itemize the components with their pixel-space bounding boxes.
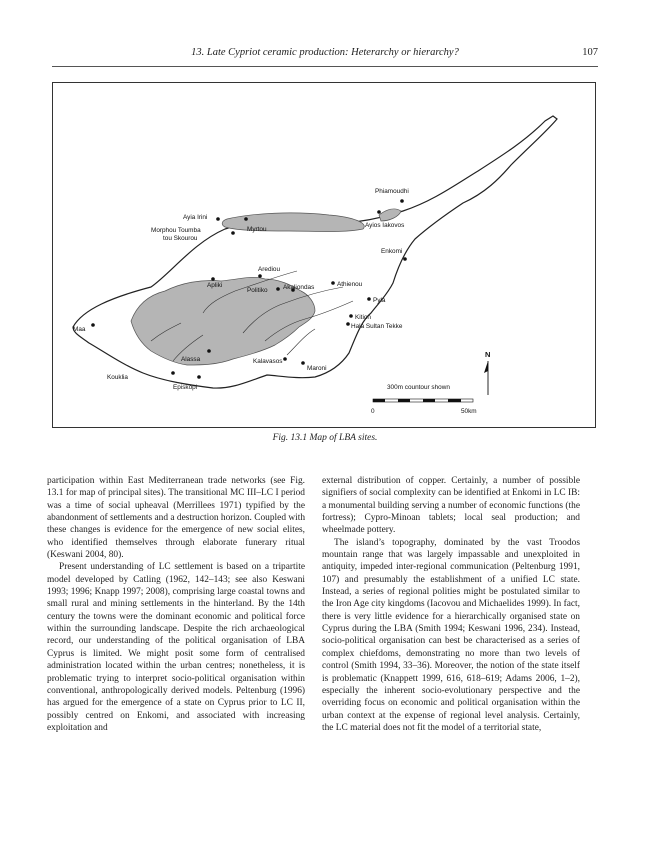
label-kition: Kition: [355, 314, 371, 321]
label-apliki: Apliki: [207, 282, 223, 289]
header-rule: [52, 66, 598, 67]
text-column-left: [47, 475, 305, 734]
label-politiko: Politiko: [247, 287, 268, 294]
label-myrtou: Myrtou: [247, 226, 267, 233]
kyrenia-range-contour: [222, 213, 364, 232]
label-pyla: Pyla: [373, 297, 386, 304]
cyprus-map: [53, 83, 597, 429]
label-morphou-2: tou Skourou: [163, 235, 198, 242]
north-label: N: [485, 350, 491, 359]
scale-end: 50km: [461, 408, 477, 415]
page-number: 107: [582, 47, 598, 58]
label-maa: Maa: [73, 326, 86, 333]
label-ayia-irini: Ayia Irini: [183, 214, 208, 221]
scale-bar: [373, 399, 473, 402]
label-akaliondas: Akaliondas: [283, 284, 315, 291]
paragraph: Present understanding of LC settlement is based on a tripartite model developed by Catling (1962, 142–143; see also Keswani 1993; 1996; Knapp 1997; 2008), comprising large coastal towns and small rural and mining settlements in the hinterland. By the 14th century the towns were the dominant economic and political force within the surrounding landscape. Despite the rich archaeological record, our understanding of the political organisation of LBA Cyprus is limited. We might posit some form of centralised administration located within the urban centres; nonetheless, it is problematic trying to interpret socio-political organisation within conventional, anthropologically derived models. Peltenburg (1996) has argued for the emergence of a state on Cyprus prior to LC II, possibly centred on Enkomi, and associated with increasing exploitation and: [47, 562, 305, 733]
paragraph: participation within East Mediterranean trade networks (see Fig. 13.1 for map of principal sites). The transitional MC III–LC I period was a time of social upheaval (Merrillees 1971) typified by the abandonment of settlements and a destruction horizon. Coupled with these changes is evidence for the emergence of new social elites, who identified themselves through elaborate funerary ritual (Keswani 2004, 80).: [47, 476, 306, 561]
text-column-right: [322, 475, 580, 734]
island-outline: [73, 116, 557, 388]
label-ayios-iakovos: Ayios Iakovos: [365, 222, 405, 229]
label-maroni: Maroni: [307, 365, 327, 372]
figure-caption: Fig. 13.1 Map of LBA sites.: [272, 433, 378, 443]
label-hala-sultan-tekke: Hala Sultan Tekke: [351, 323, 403, 330]
label-morphou-1: Morphou Toumba: [151, 227, 201, 234]
paragraph: external distribution of copper. Certainly, a number of possible signifiers of social complexity can be identified at Enkomi in LC IB: a monumental building serving a number of economic functions (the fortress); Cypro-Minoan tablets; local seal production; and wheelmade pottery.: [322, 476, 581, 536]
label-kalavasos: Kalavasos: [253, 358, 283, 365]
paragraph: The island’s topography, dominated by the vast Troodos mountain range that was largely impassable and unexploited in antiquity, impeded inter-regional communication (Peltenburg 1991, 107) and presumably the establishment of a unified LC state. Instead, a series of regional polities might be postulated similar to the Iron Age city kingdoms (Iacovou and Michaelides 1999). In fact, there is very little evidence for a hierarchically organised state on Cyprus during the LBA (Smith 1994; Keswani 1996, 234). Instead, socio-political organisation can best be characterised as a series of complex chiefdoms, demonstrating no more than two levels of control (Smith 1994, 33–36). Moreover, the notion of the state itself is problematic (Knappett 1999, 616, 618–619; Adams 2006, 1–2), especially the inherent socio-evolutionary perspective and the overriding focus on economic and political organisation within the urban context at the expense of regional level analysis. Certainly, the LC material does not fit the model of a territorial state,: [322, 537, 580, 733]
running-title: 13. Late Cypriot ceramic production: Heterarchy or hierarchy?: [191, 47, 459, 58]
contour-note: 300m countour shown: [387, 384, 450, 391]
label-episkopi: Episkopi: [173, 384, 198, 391]
running-head: [52, 47, 598, 61]
label-athienou: Athienou: [337, 281, 363, 288]
label-phiamoudhi: Phiamoudhi: [375, 188, 409, 195]
label-alassa: Alassa: [181, 356, 201, 363]
label-enkomi: Enkomi: [381, 248, 403, 255]
scale-start: 0: [371, 408, 375, 415]
label-kouklia: Kouklia: [107, 374, 128, 381]
north-arrow-icon: [484, 361, 488, 373]
label-arediou: Arediou: [258, 266, 281, 273]
map-figure: [52, 82, 596, 428]
